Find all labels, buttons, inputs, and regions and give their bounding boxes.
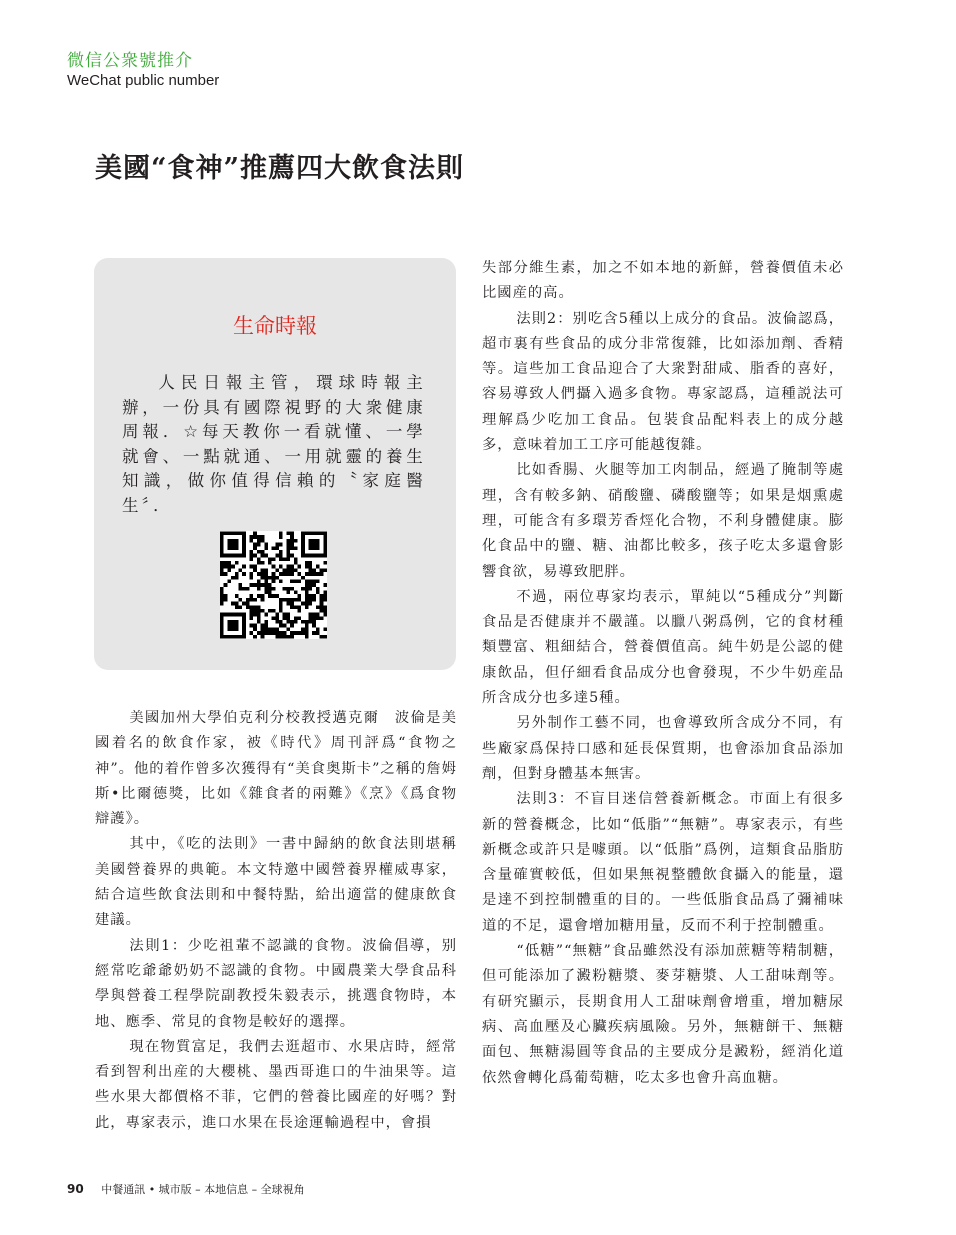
paragraph: 法則2：别吃含5種以上成分的食品。波倫認爲，超市裏有些食品的成分非常復雜，比如添加劑、香精等。這些加工食品迎合了大衆對甜咸、脂香的喜好，容易導致人們攝入過多食物。專家認爲，這種説法可理解爲少吃加工食品。包裝食品配料表上的成分越多，意味着加工工序可能越復雜。	[482, 310, 844, 454]
page-number: 90	[67, 1182, 84, 1196]
right-column	[482, 256, 844, 1091]
paragraph: 另外制作工藝不同，也會導致所含成分不同，有些廠家爲保持口感和延長保質期，也會添加食品添加劑，但對身體基本無害。	[482, 715, 844, 782]
section-subtitle: WeChat public number	[67, 72, 220, 89]
paragraph: 其中，《吃的法則》一書中歸納的飲食法則堪稱美國營養界的典範。本文特邀中國營養界權威專家，結合這些飲食法則和中餐特點，給出適當的健康飲食建議。	[95, 836, 457, 929]
paragraph: 現在物質富足，我們去逛超市、水果店時，經常看到智利出産的大櫻桃、墨西哥進口的牛油果等。這些水果大都價格不菲，它們的營養比國産的好嗎？對此，專家表示，進口水果在長途運輸過程中，會損	[95, 1038, 457, 1131]
paragraph: 法則1：少吃祖輩不認識的食物。波倫倡導，别經常吃爺爺奶奶不認識的食物。中國農業大學食品科學與營養工程學院副教授朱毅表示，挑選食物時，本地、應季、常見的食物是較好的選擇。	[95, 937, 457, 1030]
promo-name: 生命時報	[233, 314, 317, 338]
promo-box	[94, 258, 456, 670]
paragraph: 比如香腸、火腿等加工肉制品，經過了腌制等處理，含有較多鈉、硝酸鹽、磷酸鹽等；如果是烟熏處理，可能含有多環芳香烴化合物，不利身體健康。膨化食品中的鹽、糖、油都比較多，孩子吃太多還會影響食欲，易導致肥胖。	[482, 462, 844, 580]
paragraph: 法則3：不盲目迷信營養新概念。市面上有很多新的營養概念，比如“低脂”“無糖”。專家表示，有些新概念或許只是噱頭。以“低脂”爲例，這類食品脂肪含量確實較低，但如果無視整體飲食攝入的能量，還是達不到控制體重的目的。一些低脂食品爲了彌補味道的不足，還會增加糖用量，反而不利于控制體重。	[482, 791, 844, 934]
paragraph-continuation: 失部分維生素，加之不如本地的新鮮，營養價值未必比國産的高。	[482, 260, 844, 302]
publication-name: 中餐通訊 • 城市版 – 本地信息 – 全球視角	[101, 1183, 305, 1196]
section-title: 微信公衆號推介	[67, 51, 193, 71]
qr-code-icon[interactable]	[220, 531, 327, 639]
paragraph: 美國加州大學伯克利分校教授邁克爾 波倫是美國着名的飲食作家，被《時代》周刊評爲“食物之神”。他的着作曾多次獲得有“美食奥斯卡”之稱的詹姆斯•比爾德獎，比如《雜食者的兩難》《烹》《爲食物辯護》。	[95, 710, 457, 828]
article-title: 美國“食神”推薦四大飲食法則	[95, 153, 465, 184]
promo-description: 人民日報主管，環球時報主辦，一份具有國際視野的大衆健康周報．☆每天教你一看就懂、一學就會、一點就通、一用就靈的養生知識，做你值得信賴的〝家庭醫生〞．	[122, 373, 426, 515]
footer	[67, 1181, 305, 1197]
left-column	[95, 706, 457, 1136]
paragraph: 不過，兩位專家均表示，單純以“5種成分”判斷食品是否健康并不嚴謹。以臘八粥爲例，它的食材種類豐富、粗細結合，營養價值高。純牛奶是公認的健康飲品，但仔細看食品成分也會發現，不少牛奶産品所含成分也多達5種。	[482, 588, 844, 707]
paragraph: “低糖”“無糖”食品雖然没有添加蔗糖等精制糖，但可能添加了澱粉糖漿、麥芽糖漿、人工甜味劑等。有研究顯示，長期食用人工甜味劑會增重，增加糖尿病、高血壓及心臟疾病風險。另外，無糖餅干、無糖面包、無糖湯圓等食品的主要成分是澱粉，經消化道依然會轉化爲葡萄糖，吃太多也會升高血糖。	[482, 943, 844, 1086]
